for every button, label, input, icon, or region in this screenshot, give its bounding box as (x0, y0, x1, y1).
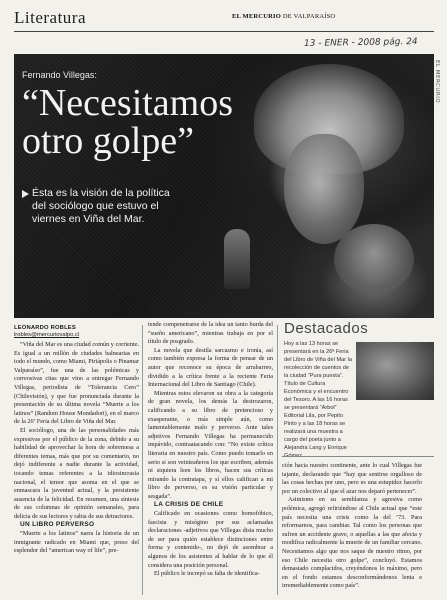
paragraph: Mientras estos elevaron su obra a la categoría de gran novela, los demás la destrozaron, calificando a su libro de pretencioso y exasperante, o más simple aún, como lamentablemente malo y perverso. Ante tales adjetivos Fernando Villegas ha permanecido impávido, contraatacando con: “No existe crítica literaria en nuestro país. Como puedo tomarlo en serio si son veinteañeros los que escriben, además ni siquiera leen los libros, hacen sus críticas mirando la contratapa, y sí ellos califican a mi libro de perverso, es su visión particular y sesgada”. (148, 389, 273, 500)
paragraph: “Viña del Mar es una ciudad común y corriente. Es igual a un millón de ciudades balnearias en todo el mundo, como Miami, Piriápolis o Pinamar Valparaíso”, fue una de las polémicas y correosivas citas que vino a entregar Fernando Villegas, periodista de “Tolerancia Cero” (Chilevisión), y que fue pronunciada durante la presentación de su última novela “Muerte a los latinos” (Random House Mondadori), en el marco de la 26ª Feria del Libro de Viña del Mar. (14, 341, 139, 426)
destacados-text (284, 340, 434, 460)
paragraph: tende compenetrarse de la idea un tanto burda del “sueño americano”, mientras trabaja en por el título de posgrado. (148, 321, 273, 346)
newspaper-name-rest: DE VALPARAÍSO (282, 13, 336, 20)
subheading: UN LIBRO PERVERSO (20, 521, 95, 529)
article-kicker: Fernando Villegas: (22, 70, 97, 80)
paragraph: ción hacia nuestro continente, ante lo cual Villegas fue tajante, declarando que “hay que sentirse orgulloso de las cosas hechas por uno, pero es una estupidez hacerlo por un colectivo al que el azar nos deparó pertenecer”. (282, 462, 422, 495)
destacados-body: Hoy a las 13 horas se presentará en la 26ª Feria del Libro de Viña del Mar la recolección de cuentos de la ciudad “Pura puesta”. Título de Cultura Económica y el encuentro del Tesoro. A las 16 horas se presentará “Arbol” Editorial Lila, por Pepito Pinto y a las 18 horas se realizará una muestra a cargo del poeta junto a Alejandra Lang y Enrique (284, 341, 352, 451)
paragraph: La novela que destila sarcasmo e ironía, así como también expresa la forma de pensar de un autor que reconoce su época de arrabarreo, dividido a la crítica frente a la reciente Feria Internacional del Libro de Santiago (Chile). (148, 346, 273, 389)
byline-author: LEONARDO ROBLES (14, 325, 76, 331)
paragraph: El sociólogo, una de las personalidades más expresivas por el público de la zona, debido a su habilidad de aprovechar la hora de sobremesa a diferentes temas, más que por su comentario, no dejó indiferente a nadie durante la actividad, tocando temas referentes a la idiosincrasia nacional, el temor que asoma en el que se enmascara la juventud actual, y la persistente ausencia de la felicidad. En resumen, una síntesis de sus columnas de opinión semanales, para delicia de sus lectores y rabia de sus detractores. (14, 426, 139, 520)
destacados-rule (282, 456, 434, 457)
byline (14, 325, 79, 339)
photo-subject-hand (334, 224, 414, 294)
paragraph: Asimismo en su semblanza y agresiva como polémica, agregó refiriéndose al Chile actual que “este país necesita una crisis como la del ’73. Para reformarnos, para cambiar. Tal como los personas que sufren un accidente grave, o aquellas a las que afecta y modifica radicalmente la muerte de un familiar cercano. Necesitamos algo que nos saque de nuestro ritmo, por eso Chile necesita otro golpe”, concluyó. Estamos demasiado complacidos, creyéndonos lo máximo, pero en el fondo estamos desconformándonos lenta e irremediablemente como país”. (282, 496, 422, 590)
destacados-title: Destacados (284, 320, 369, 337)
paragraph: El público le increpó su falta de identifica- (154, 570, 260, 578)
article-summary: Ésta es la visión de la política del sociólogo que estuvo el viernes en Viña del Mar. (32, 187, 170, 225)
column-divider (142, 325, 143, 595)
paragraph: “Muerte a los latinos” narra la historia de un inmigrante radicado en Miami que, preso del esplendor del “american way of life”, pre- (14, 530, 139, 555)
paragraph: Calificado en ocasiones como homofóbico, fascista y misógino por sus aclamadas declaraciones -adjetivos que Villegas dista mucho de ser para quién establece distinciones entre forma y contenido-, no dejó de asombrar a algunos de los asistentes al hablar de lo que él considera una posición personal. (148, 510, 273, 569)
destacados-photo (356, 342, 434, 400)
headline-line-2: otro golpe” (22, 120, 195, 162)
side-stamp: EL MERCURIO (434, 60, 440, 104)
section-title: Literatura (14, 8, 87, 27)
newspaper-name-bold: EL MERCURIO (232, 13, 281, 20)
hero-photo (14, 54, 434, 318)
subheading: LA CRISIS DE CHILE (154, 501, 224, 509)
article-column-1 (14, 341, 139, 556)
byline-email[interactable]: lrobles@mercuriovalpo.cl (14, 332, 80, 338)
handwritten-date: 13 - ENER - 2008 pág. 24 (303, 37, 418, 49)
column-divider (277, 325, 278, 595)
photo-subject-face (284, 134, 364, 244)
newspaper-name (232, 13, 335, 20)
article-headline (22, 84, 233, 160)
article-column-3 (282, 462, 422, 591)
headline-line-1: “Necesitamos (22, 82, 234, 124)
bullet-triangle-icon (22, 190, 29, 198)
header-rule (14, 31, 434, 32)
microphone-icon (224, 229, 250, 289)
article-column-2 (148, 321, 273, 579)
